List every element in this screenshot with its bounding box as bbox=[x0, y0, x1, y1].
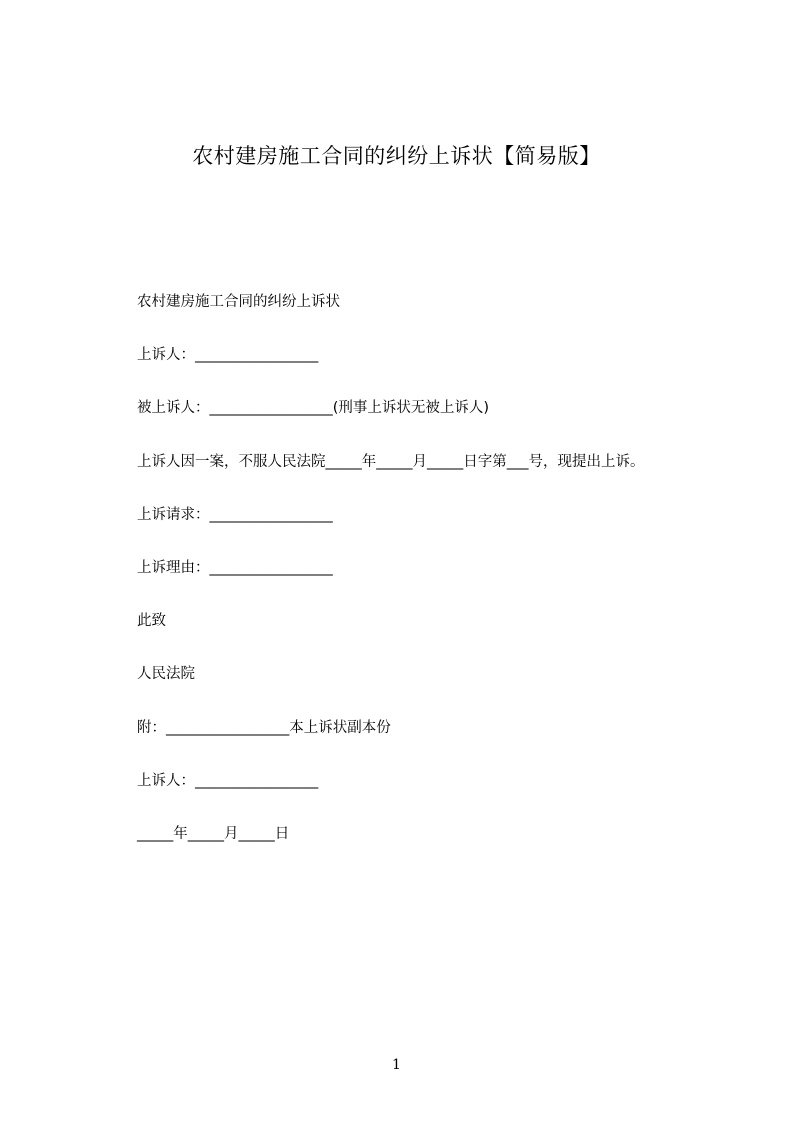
appellee-line: 被上诉人：_________________(刑事上诉状无被上诉人) bbox=[137, 400, 490, 416]
salutation-line: 此致 bbox=[137, 613, 166, 629]
appeal-reason-line: 上诉理由：_________________ bbox=[137, 560, 333, 576]
signature-appellant-line: 上诉人：_________________ bbox=[137, 773, 319, 789]
case-statement-line: 上诉人因一案，不服人民法院_____年_____月_____日字第___号，现提出上诉。 bbox=[137, 454, 645, 470]
appeal-request-line: 上诉请求：_________________ bbox=[137, 507, 333, 523]
court-line: 人民法院 bbox=[137, 666, 195, 682]
appellant-line: 上诉人：_________________ bbox=[137, 347, 319, 363]
attachment-line: 附：_________________本上诉状副本份 bbox=[137, 720, 391, 736]
date-line: _____年_____月_____日 bbox=[137, 826, 290, 842]
page-number: 1 bbox=[392, 1057, 401, 1073]
document-title: 农村建房施工合同的纠纷上诉状【简易版】 bbox=[192, 144, 601, 168]
heading-line: 农村建房施工合同的纠纷上诉状 bbox=[137, 294, 340, 310]
